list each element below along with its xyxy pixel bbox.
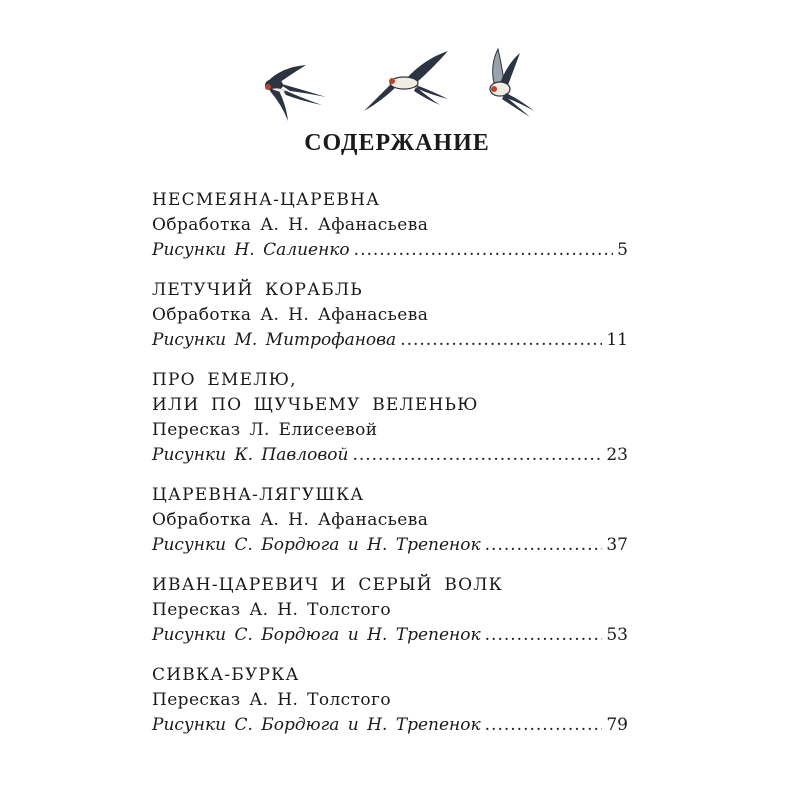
illustrator-credit: Рисунки К. Павловой bbox=[152, 445, 349, 465]
toc-entry bbox=[152, 483, 628, 558]
toc-entry bbox=[152, 663, 628, 738]
page-number: 23 bbox=[606, 445, 628, 465]
dot-leader bbox=[485, 713, 603, 738]
story-author: Пересказ Л. Елисеевой bbox=[152, 420, 378, 440]
illustrator-row bbox=[152, 533, 628, 558]
table-of-contents bbox=[152, 188, 628, 753]
swallow-icon-center bbox=[362, 45, 452, 125]
dot-leader bbox=[485, 623, 603, 648]
dot-leader bbox=[485, 533, 603, 558]
story-author: Пересказ А. Н. Толстого bbox=[152, 690, 391, 710]
swallow-icon-left bbox=[260, 45, 330, 125]
story-title: ПРО ЕМЕЛЮ, bbox=[152, 370, 297, 390]
illustrator-credit: Рисунки Н. Салиенко bbox=[152, 240, 350, 260]
illustrator-credit: Рисунки С. Бордюга и Н. Трепенок bbox=[152, 625, 481, 645]
illustrator-credit: Рисунки С. Бордюга и Н. Трепенок bbox=[152, 535, 481, 555]
page-number: 79 bbox=[606, 715, 628, 735]
page-title: СОДЕРЖАНИЕ bbox=[304, 130, 490, 156]
toc-entry bbox=[152, 188, 628, 263]
story-title: ЛЕТУЧИЙ КОРАБЛЬ bbox=[152, 280, 363, 300]
story-title: ЦАРЕВНА-ЛЯГУШКА bbox=[152, 485, 365, 505]
illustrator-row bbox=[152, 238, 628, 263]
page-number: 37 bbox=[606, 535, 628, 555]
illustrator-row bbox=[152, 623, 628, 648]
dot-leader bbox=[352, 443, 602, 468]
story-author: Обработка А. Н. Афанасьева bbox=[152, 510, 429, 530]
toc-entry bbox=[152, 278, 628, 353]
story-author: Обработка А. Н. Афанасьева bbox=[152, 215, 429, 235]
dot-leader bbox=[354, 238, 614, 263]
toc-entry bbox=[152, 573, 628, 648]
illustrator-row bbox=[152, 443, 628, 468]
dot-leader bbox=[400, 328, 602, 353]
page-number: 53 bbox=[606, 625, 628, 645]
illustrator-row bbox=[152, 713, 628, 738]
swallow-icon-right bbox=[472, 45, 542, 125]
page-number: 11 bbox=[606, 330, 628, 350]
swallows-illustration bbox=[250, 45, 550, 130]
page-number: 5 bbox=[617, 240, 628, 260]
story-author: Пересказ А. Н. Толстого bbox=[152, 600, 391, 620]
story-author: Обработка А. Н. Афанасьева bbox=[152, 305, 429, 325]
story-title: СИВКА-БУРКА bbox=[152, 665, 300, 685]
story-title: ИЛИ ПО ЩУЧЬЕМУ ВЕЛЕНЬЮ bbox=[152, 395, 479, 415]
illustrator-credit: Рисунки М. Митрофанова bbox=[152, 330, 397, 350]
illustrator-row bbox=[152, 328, 628, 353]
story-title: НЕСМЕЯНА-ЦАРЕВНА bbox=[152, 190, 381, 210]
story-title: ИВАН-ЦАРЕВИЧ И СЕРЫЙ ВОЛК bbox=[152, 575, 503, 595]
illustrator-credit: Рисунки С. Бордюга и Н. Трепенок bbox=[152, 715, 481, 735]
toc-entry bbox=[152, 368, 628, 468]
